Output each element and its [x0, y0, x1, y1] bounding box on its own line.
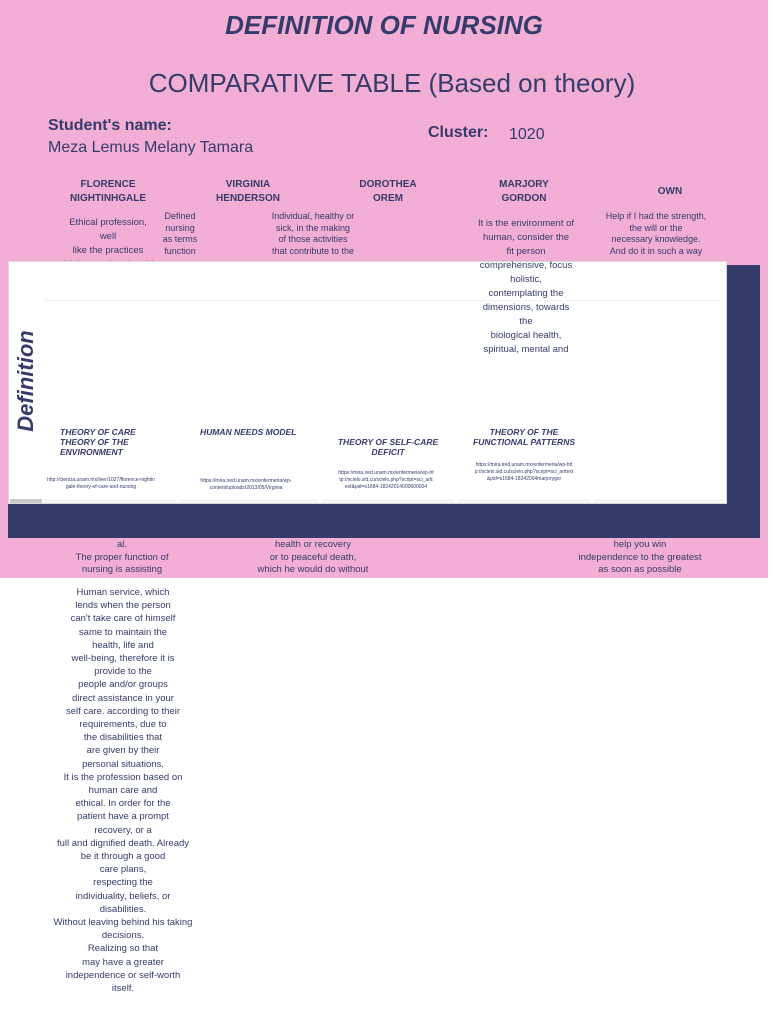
column-header-henderson: VIRGINIA HENDERSON	[216, 179, 280, 204]
henderson-definition-short: Defined nursing as terms function	[162, 211, 198, 256]
theory-henderson-link[interactable]: https://mira.ired.unam.mx/enfermeria/wp-content/uploads/2013/05/Virginia	[200, 478, 292, 491]
definition-row-label-text: Definition	[13, 330, 38, 432]
column-header-orem: DOROTHEA OREM	[359, 179, 417, 204]
page-title: DEFINITION OF NURSING	[225, 10, 543, 40]
gordon-definition: It is the environment of human, consider the fit person comprehensive, focus holistic, contemplating the dimensions, towards the biological health, spiritual, mental and	[477, 218, 575, 355]
panel-footer-line	[44, 499, 176, 503]
student-name-value: Meza Lemus Melany Tamara	[48, 139, 254, 156]
panel-footer-line	[594, 499, 724, 503]
cluster-value: 1020	[509, 126, 545, 143]
henderson-definition-top: Individual, healthy or sick, in the making of those activities that contribute to the	[271, 211, 355, 256]
own-definition-top: Help if I had the strength, the will or the necessary knowledge. And do it in such a way	[605, 211, 707, 256]
henderson-definition-bottom: health or recovery or to peaceful death, which he would do without	[257, 539, 369, 575]
theory-florence-link[interactable]: http://ciencia.unam.mx/leer/1027/florence-nightingale-theory-of-care-and-nursing	[47, 477, 155, 490]
panel-footer-line	[458, 499, 590, 503]
florence-definition-top: Ethical profession, well like the practices	[69, 217, 147, 256]
florence-definition-bottom: al. The proper function of nursing is assisting	[75, 539, 169, 575]
panel-footer-line	[322, 499, 454, 503]
theory-florence: THEORY OF CARE THEORY OF THE ENVIRONMENT	[60, 427, 136, 457]
column-header-own: OWN	[657, 186, 683, 197]
theory-orem: THEORY OF SELF-CARE DEFICIT	[337, 437, 439, 457]
theory-gordon: THEORY OF THE FUNCTIONAL PATTERNS	[473, 427, 575, 447]
theory-gordon-link[interactable]: https://mira.ired.unam.mx/enfermeria/wp-http://scielo.sld.cu/scielo.php?script=sci_arttext&pid=s1684-18242004marjorygor	[474, 462, 574, 482]
student-name-label: Student's name:	[48, 117, 172, 134]
definition-row-label	[8, 263, 44, 499]
panel-footer-line	[10, 499, 42, 503]
theory-henderson: HUMAN NEEDS MODEL	[200, 427, 297, 437]
orem-definition-long: Human service, which lends when the person can't take care of himself same to maintain the health, life and well-being, therefore it is provide to the people and/or groups direct assistance in your self care. according to their requirements, due to the disabilities that are given by their personal situations. It is the profession based on human care and ethical. In order for the patient have a prompt recovery, or a full and dignified death. Already be it through a good care plans, respecting the individuality, beliefs, or disabilities. Without leaving behind his taking decisions. Realizing so that may have a greater independence or self-worth itself.	[53, 587, 193, 995]
page-subtitle: COMPARATIVE TABLE (Based on theory)	[148, 68, 636, 98]
panel-footer-line	[180, 499, 318, 503]
column-header-florence: FLORENCE NIGHTINHGALE	[69, 179, 147, 204]
theory-orem-link[interactable]: https://mira.ired.unam.mx/enfermeria/wp-http://scielo.sld.cu/scielo.php?script=sci_arttext&pid=s1684-18242014000600004	[338, 470, 434, 490]
own-definition-bottom: help you win independence to the greatest as soon as possible	[578, 539, 702, 575]
column-header-gordon: MARJORY GORDON	[499, 179, 549, 204]
panel-divider	[44, 300, 724, 301]
cluster-label: Cluster:	[428, 124, 489, 141]
definition-panel	[8, 261, 727, 504]
